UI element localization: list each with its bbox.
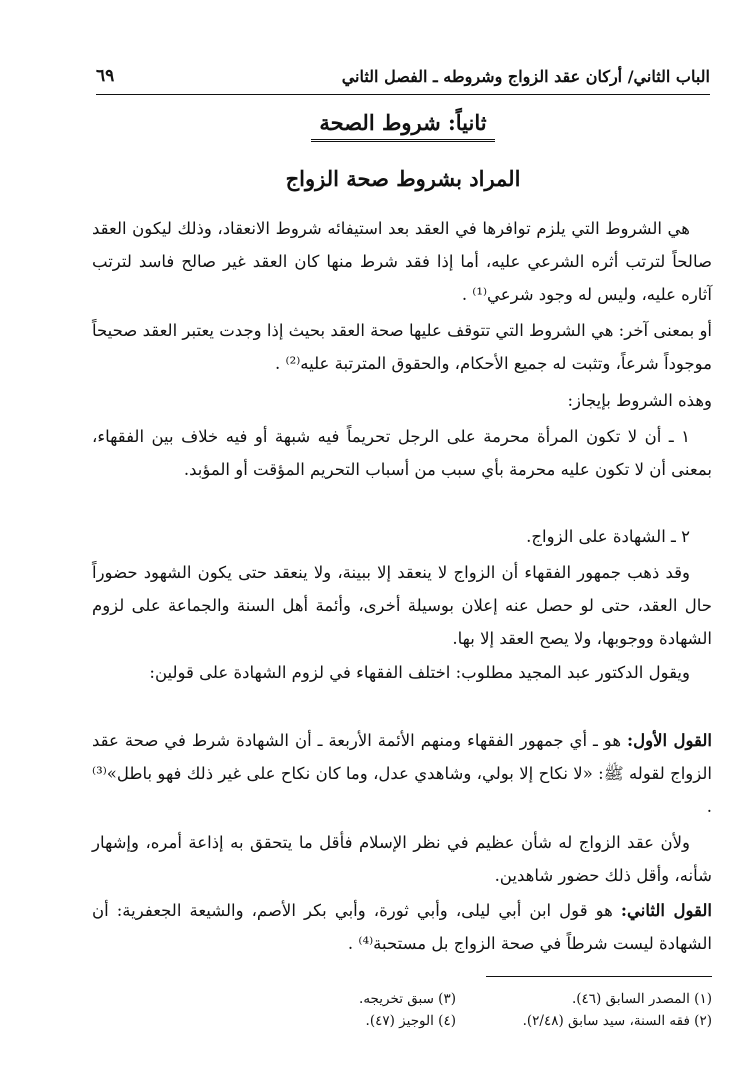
paragraph-intro-conditions	[92, 384, 712, 417]
paragraph-first-opinion	[92, 724, 712, 823]
paragraph-text: هي الشروط التي يلزم توافرها في العقد بعد استيفائه شروط الانعقاد، وذلك ليكون العقد صالحاً لترتب أثره الشرعي عليه، أما إذا فقد شرط منها كان العقد غير صالح فاسد لترتب آثاره عليه، وليس له وجود شرعي⁽¹⁾ .	[92, 219, 712, 304]
footnotes	[200, 988, 712, 1032]
paragraph-text: ٢ ـ الشهادة على الزواج.	[526, 527, 690, 546]
paragraph-text: هو قول ابن أبي ليلى، وأبي ثورة، وأبي بكر الأصم، والشيعة الجعفرية: أن الشهادة ليست شرطاً في صحة الزواج بل مستحبة⁽⁴⁾ .	[92, 901, 712, 953]
paragraph-condition-2	[92, 520, 712, 553]
second-opinion-label: القول الثاني:	[620, 901, 712, 920]
paragraph-text: أو بمعنى آخر: هي الشروط التي تتوقف عليها صحة العقد بحيث إذا وجدت يعتبر العقد صحيحاً موجوداً شرعاً، وتثبت له جميع الأحكام، والحقوق المترتبة عليه⁽²⁾ .	[92, 321, 712, 373]
page-number: ٦٩	[96, 66, 115, 86]
paragraph-text: هو ـ أي جمهور الفقهاء ومنهم الأئمة الأربعة ـ أن الشهادة شرط في صحة عقد الزواج لقوله ﷺ: «لا نكاح إلا بولي، وشاهدي عدل، وما كان نكاح على غير ذلك فهو باطل»⁽³⁾ .	[92, 731, 712, 816]
paragraph-second-opinion	[92, 894, 712, 960]
paragraph-majority-view	[92, 556, 712, 655]
section-title-text: ثانياً: شروط الصحة	[311, 110, 494, 142]
paragraph-alt-meaning	[92, 314, 712, 380]
paragraph-text: ولأن عقد الزواج له شأن عظيم في نظر الإسلام فأقل ما يتحقق به إذاعة أمره، وإشهار شأنه، وأقل ذلك حضور شاهدين.	[92, 833, 712, 885]
first-opinion-label: القول الأول:	[627, 731, 712, 750]
paragraph-text: ويقول الدكتور عبد المجيد مطلوب: اختلف الفقهاء في لزوم الشهادة على قولين:	[149, 663, 690, 682]
paragraph-definition	[92, 212, 712, 311]
footnote-separator	[486, 976, 712, 977]
footnote-3: (٣) سبق تخريجه.	[359, 991, 456, 1007]
paragraph-marriage-importance	[92, 826, 712, 892]
section-subtitle: المراد بشروط صحة الزواج	[285, 166, 521, 191]
paragraph-condition-1	[92, 420, 712, 486]
footnote-1: (١) المصدر السابق (٤٦).	[571, 991, 712, 1007]
footnote-4: (٤) الوجيز (٤٧).	[365, 1013, 456, 1029]
paragraph-text: وقد ذهب جمهور الفقهاء أن الزواج لا ينعقد إلا ببينة، ولا ينعقد حتى يكون الشهود حضوراً حال العقد، حتى لو حصل عنه إعلان بوسيلة أخرى، وأئمة أهل السنة والجماعة على لزوم الشهادة ووجوبها، ولا يصح العقد إلا بها.	[92, 563, 712, 648]
section-title	[96, 110, 710, 142]
paragraph-text: ١ ـ أن لا تكون المرأة محرمة على الرجل تحريماً فيه شبهة أو فيه خلاف بين الفقهاء، بمعنى أن لا تكون عليه محرمة بأي سبب من أسباب التحريم المؤقت أو المؤبد.	[92, 427, 712, 479]
running-title: الباب الثاني/ أركان عقد الزواج وشروطه ـ الفصل الثاني	[341, 66, 710, 86]
paragraph-text: وهذه الشروط بإيجاز:	[567, 391, 712, 410]
footnote-2: (٢) فقه السنة، سيد سابق (٢/٤٨).	[522, 1013, 712, 1029]
paragraph-doctor-quote	[92, 656, 712, 689]
running-header	[96, 58, 710, 95]
